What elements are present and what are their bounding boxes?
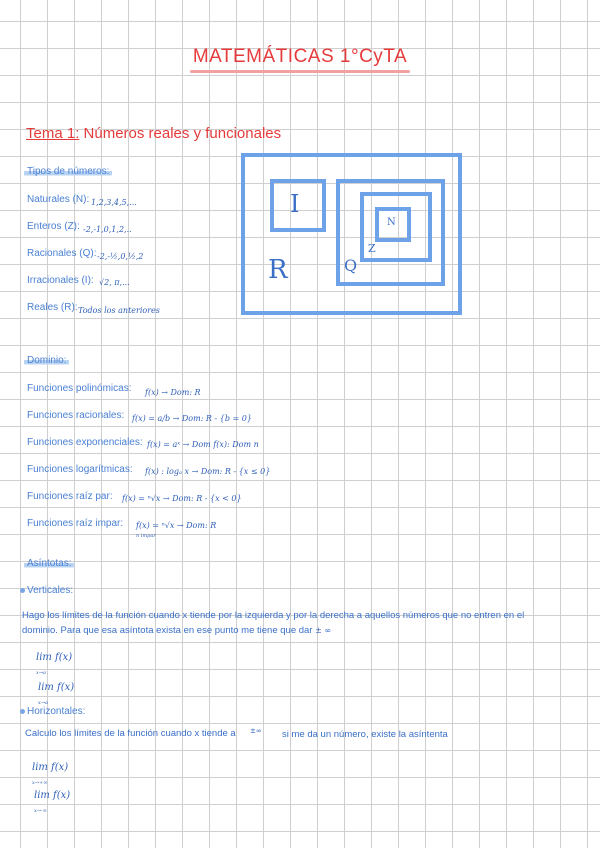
dom-label-logaritmicas: Funciones logarítmicas:	[27, 464, 133, 475]
bullet-icon	[20, 588, 25, 593]
verticales-label: Verticales:	[27, 585, 74, 596]
row-value-enteros: -2,-1,0,1,2,..	[83, 225, 132, 234]
lim-expression: lim f(x)	[32, 762, 69, 773]
row-value-irracionales: √2, π,...	[99, 278, 130, 287]
lim-subscript: x→a	[38, 700, 48, 706]
topic-number: Tema 1:	[26, 125, 80, 142]
bullet-icon	[20, 709, 25, 714]
set-I-label: I	[290, 190, 300, 218]
section-tipos: Tipos de números:	[24, 166, 112, 177]
dom-label-racionales: Funciones racionales:	[27, 410, 125, 421]
verticales-inf: ± ∞	[315, 626, 332, 635]
asintotas-verticales-heading	[20, 585, 73, 596]
row-label-naturales: Naturales (N):	[27, 194, 90, 205]
row-value-naturales: 1,2,3,4,5,...	[91, 198, 137, 207]
lim-subscript: x→+∞	[32, 780, 48, 786]
lim-subscript: x→a	[36, 670, 46, 676]
verticales-paragraph	[22, 608, 562, 638]
lim-subscript: x→-∞	[34, 808, 47, 814]
dom-label-exponenciales: Funciones exponenciales:	[27, 437, 143, 448]
horizontales-label: Horizontales:	[27, 706, 86, 717]
lim-expression: lim f(x)	[38, 682, 75, 693]
dom-label-raiz-par: Funciones raíz par:	[27, 491, 113, 502]
dom-value-exponenciales: f(x) = aˣ → Dom f(x): Dom n	[147, 440, 259, 449]
dom-value-logaritmicas: f(x) : logₐ x → Dom: R - {x ≤ 0}	[145, 467, 271, 476]
lim-expression: lim f(x)	[34, 790, 71, 801]
set-N-label: N	[387, 217, 396, 228]
row-label-reales: Reales (R):	[27, 302, 78, 313]
horizontales-text-b: si me da un número, existe la asíntenta	[282, 729, 448, 740]
row-label-enteros: Enteros (Z):	[27, 221, 80, 232]
topic-heading	[26, 125, 281, 142]
dom-value-raiz-impar: f(x) = ⁿ√x → Dom: R	[136, 521, 217, 530]
dom-value-racionales: f(x) = a/b → Dom: R - {b = 0}	[132, 414, 252, 423]
set-R-label: R	[268, 255, 288, 285]
row-value-racionales: -2,-½,0,½,2	[97, 252, 144, 261]
page-title: MATEMÁTICAS 1°CyTA	[192, 46, 408, 67]
title-underline	[190, 70, 410, 73]
set-Z-label: Z	[368, 242, 376, 255]
dom-value-raiz-par: f(x) = ⁿ√x → Dom: R - {x < 0}	[122, 494, 242, 503]
dom-label-polinomicas: Funciones polinómicas:	[27, 383, 132, 394]
dom-label-raiz-impar: Funciones raíz impar:	[27, 518, 124, 529]
verticales-limit-1	[36, 652, 72, 676]
row-label-racionales: Racionales (Q):	[27, 248, 97, 259]
dom-value-polinomicas: f(x) → Dom: R	[145, 388, 201, 397]
set-Q-label: Q	[344, 256, 358, 275]
lim-expression: lim f(x)	[36, 652, 73, 663]
verticales-text: Hago los límites de la función cuando x tiende por la izquierda y por la derecha a aquellos números que no entren en el dominio. Para que esa asíntota exista en ese punto me tiene que dar	[22, 610, 525, 636]
horizontales-inf: ±∞	[250, 727, 262, 735]
asintotas-horizontales-heading	[20, 706, 85, 717]
section-asintotas: Asíntotas:	[24, 558, 74, 569]
horizontales-limit-2	[34, 790, 70, 814]
dom-note-n-impar: n impar	[136, 533, 156, 539]
section-dominio: Dominio:	[24, 355, 69, 366]
row-label-irracionales: Irracionales (I):	[27, 275, 94, 286]
horizontales-limit-1	[32, 762, 68, 786]
horizontales-text-a: Calculo los límites de la función cuando x tiende a	[25, 728, 236, 739]
row-value-reales: Todos los anteriores	[78, 306, 160, 315]
topic-name: Números reales y funcionales	[79, 125, 282, 142]
verticales-limit-2	[38, 682, 74, 706]
